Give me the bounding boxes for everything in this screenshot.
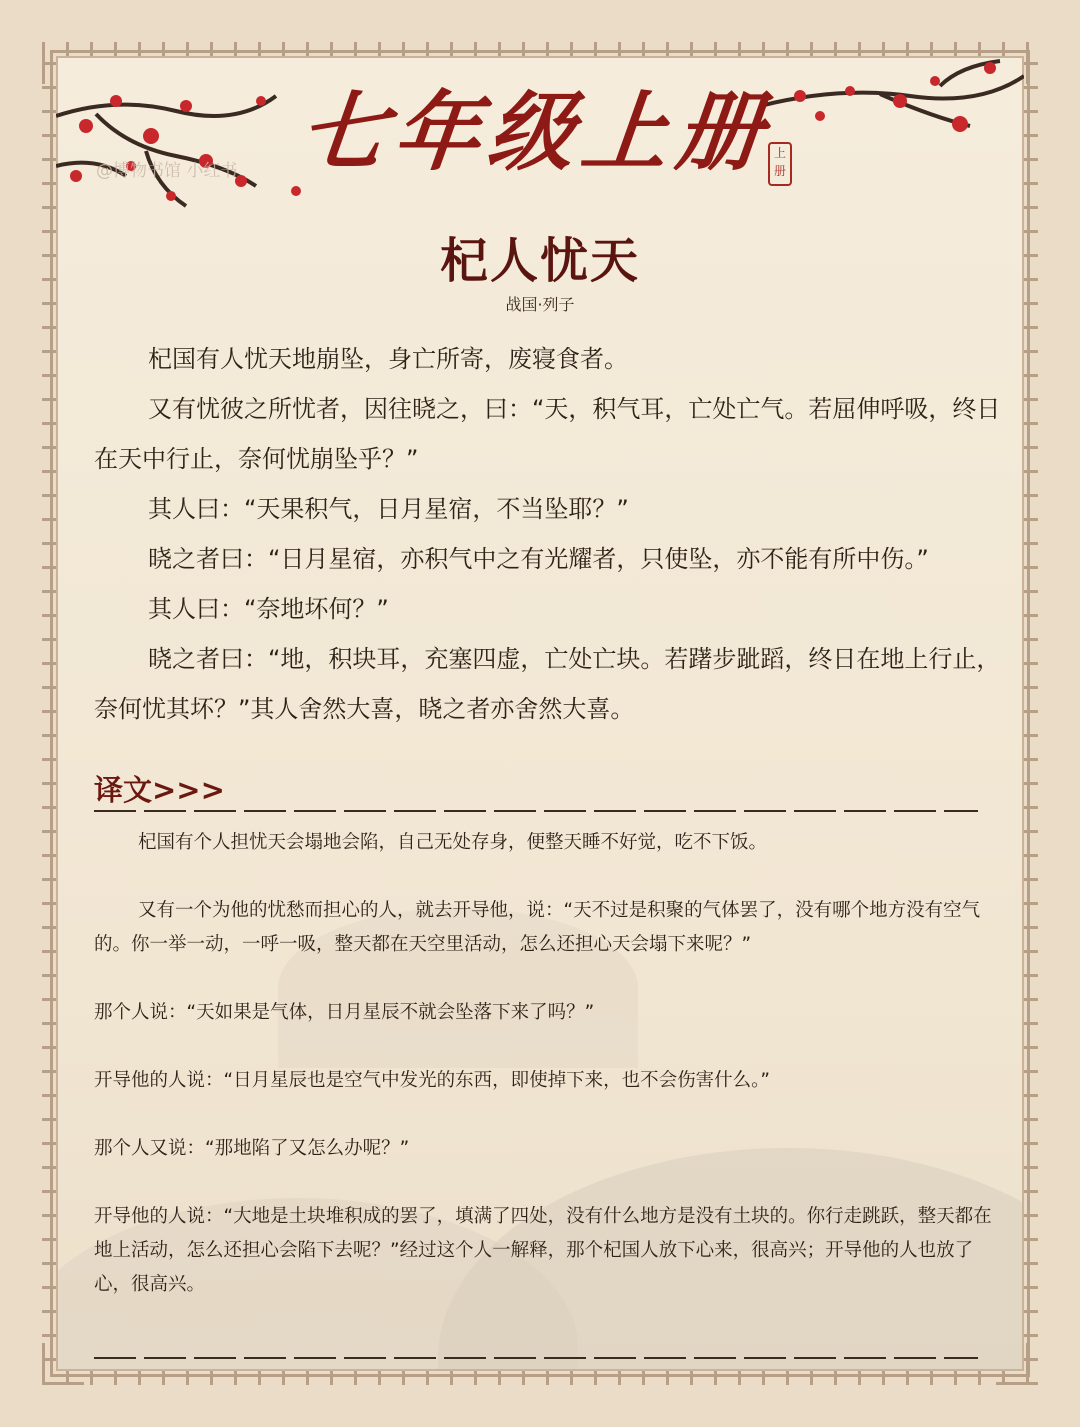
translation-text [94,826,994,1336]
seal-stamp: 上册 [768,142,792,186]
original-paragraph: 其人曰：“奈地坏何？” [148,595,389,623]
original-paragraph: 杞国有人忧天地崩坠，身亡所寄，废寝食者。 [148,345,628,373]
original-paragraph: 晓之者曰：“地，积块耳，充塞四虚，亡处亡块。若躇步跐蹈，终日在地上行止，奈何忧其坏？”其人舍然大喜，晓之者亦舍然大喜。 [94,645,1001,723]
translation-paragraph: 杞国有个人担忧天会塌地会陷，自己无处存身，便整天睡不好觉，吃不下饭。 [138,832,768,853]
divider-line [94,810,978,812]
original-text [94,334,1014,734]
original-paragraph: 其人曰：“天果积气，日月星宿，不当坠耶？” [148,495,629,523]
translation-paragraph: 那个人说：“天如果是气体，日月星辰不就会坠落下来了吗？” [94,1002,595,1023]
translation-paragraph: 开导他的人说：“日月星辰也是空气中发光的东西，即使掉下来，也不会伤害什么。” [94,1070,770,1091]
watermark: @博物书馆 小红书 [96,161,238,181]
original-paragraph: 又有忧彼之所忧者，因往晓之，曰：“天，积气耳，亡处亡气。若屈伸呼吸，终日在天中行止，奈何忧崩坠乎？” [94,395,1001,473]
poem-author: 战国·列子 [505,295,575,314]
translation-heading: 译文>>> [94,773,225,807]
plum-blossom-right-icon [760,56,1024,166]
poem-title: 杞人忧天 [439,233,640,289]
original-paragraph: 晓之者曰：“日月星宿，亦积气中之有光耀者，只使坠，亦不能有所中伤。” [148,545,929,573]
translation-paragraph: 开导他的人说：“大地是土块堆积成的罢了，填满了四处，没有什么地方是没有土块的。你行走跳跃，整天都在地上活动，怎么还担心会陷下去呢？”经过这个人一解释，那个杞国人放下心来，很高兴；开导他的人也放了心，很高兴。 [94,1206,992,1295]
grade-title: 七年级上册 [294,82,776,183]
bottom-divider-line [94,1357,978,1359]
translation-paragraph: 又有一个为他的忧愁而担心的人，就去开导他，说：“天不过是积聚的气体罢了，没有哪个地方没有空气的。你一举一动，一呼一吸，整天都在天空里活动，怎么还担心天会塌下来呢？” [94,900,981,955]
translation-paragraph: 那个人又说：“那地陷了又怎么办呢？” [94,1138,410,1159]
